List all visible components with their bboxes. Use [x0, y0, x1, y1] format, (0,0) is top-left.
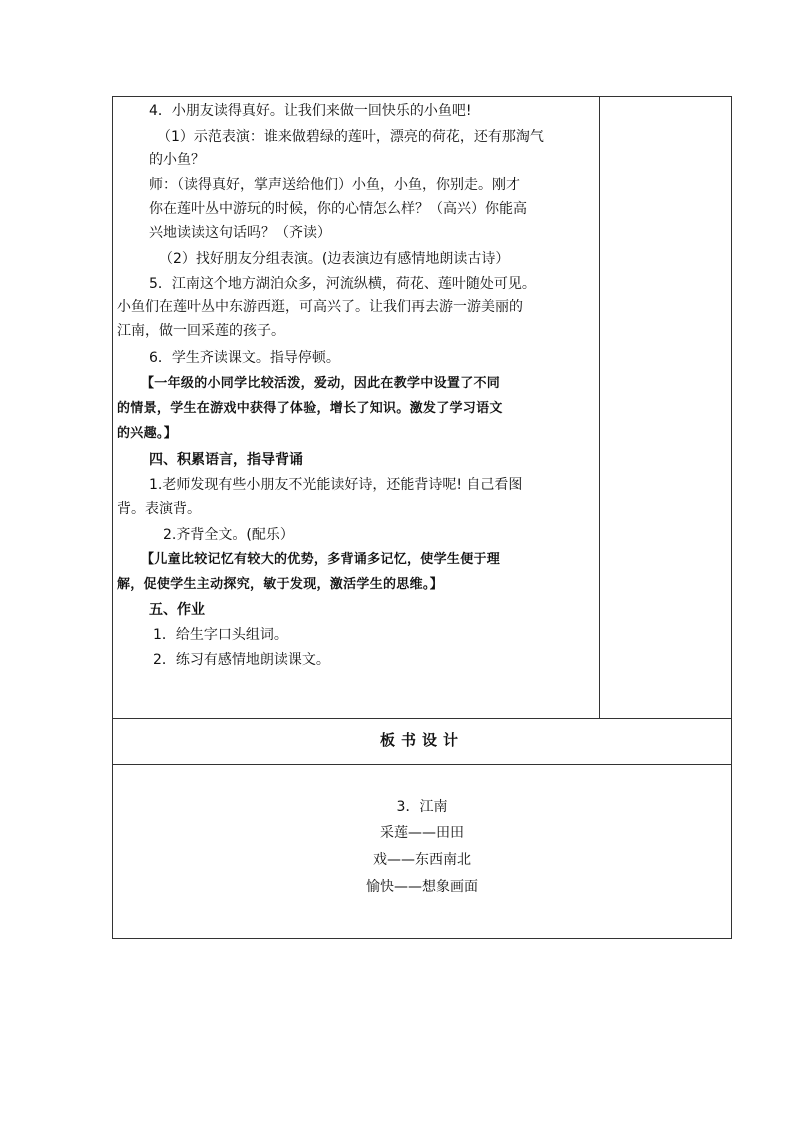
board-design-title: 板书设计 [379, 731, 464, 749]
lesson-line: 5．江南这个地方湖泊众多，河流纵横，荷花、莲叶随处可见。 [149, 276, 536, 292]
teaching-note: 【儿童比较记忆有较大的优势，多背诵多记忆，使学生便于理 [141, 552, 501, 567]
row-divider [113, 764, 731, 765]
lesson-line: 小鱼们在莲叶丛中东游西逛，可高兴了。让我们再去游一游美丽的 [117, 299, 523, 315]
section-heading: 四、积累语言，指导背诵 [149, 452, 303, 468]
lesson-line: 你在莲叶丛中游玩的时候，你的心情怎么样？（高兴）你能高 [149, 201, 527, 217]
board-line: 3．江南 [396, 799, 448, 815]
column-divider [599, 97, 600, 718]
lesson-line: 1.老师发现有些小朋友不光能读好诗，还能背诗呢! 自己看图 [149, 477, 523, 493]
teaching-note: 的情景，学生在游戏中获得了体验，增长了知识。激发了学习语文 [117, 401, 503, 416]
teaching-note: 【一年级的小同学比较活泼，爱动，因此在教学中设置了不同 [141, 376, 501, 391]
lesson-line: 2．练习有感情地朗读课文。 [153, 652, 330, 668]
lesson-line: 6．学生齐读课文。指导停顿。 [149, 350, 340, 366]
lesson-line: 师：（读得真好，掌声送给他们）小鱼，小鱼，你别走。刚才 [149, 177, 520, 193]
lesson-line: 兴地读读这句话吗？（齐读） [149, 225, 331, 241]
row-divider [113, 718, 731, 719]
lesson-table [112, 96, 732, 939]
lesson-line: 的小鱼？ [149, 152, 205, 168]
lesson-content-cell [113, 97, 599, 718]
board-line: 愉快——想象画面 [366, 879, 478, 895]
board-line: 采莲——田田 [380, 825, 464, 841]
lesson-line: 2.齐背全文。(配乐） [163, 527, 294, 543]
lesson-line: （2）找好朋友分组表演。(边表演边有感情地朗读古诗） [159, 251, 510, 267]
board-line: 戏——东西南北 [373, 852, 471, 868]
section-heading: 五、作业 [149, 602, 205, 618]
lesson-line: 背。表演背。 [117, 501, 201, 517]
teaching-note: 的兴趣。】 [117, 426, 178, 441]
lesson-line: （1）示范表演：谁来做碧绿的莲叶，漂亮的荷花，还有那淘气 [157, 129, 544, 145]
lesson-line: 1．给生字口头组词。 [153, 627, 288, 643]
lesson-line: 4．小朋友读得真好。让我们来做一回快乐的小鱼吧! [149, 103, 472, 119]
teaching-note: 解，促使学生主动探究，敏于发现，激活学生的思维。】 [117, 577, 444, 592]
lesson-line: 江南，做一回采莲的孩子。 [117, 323, 285, 339]
